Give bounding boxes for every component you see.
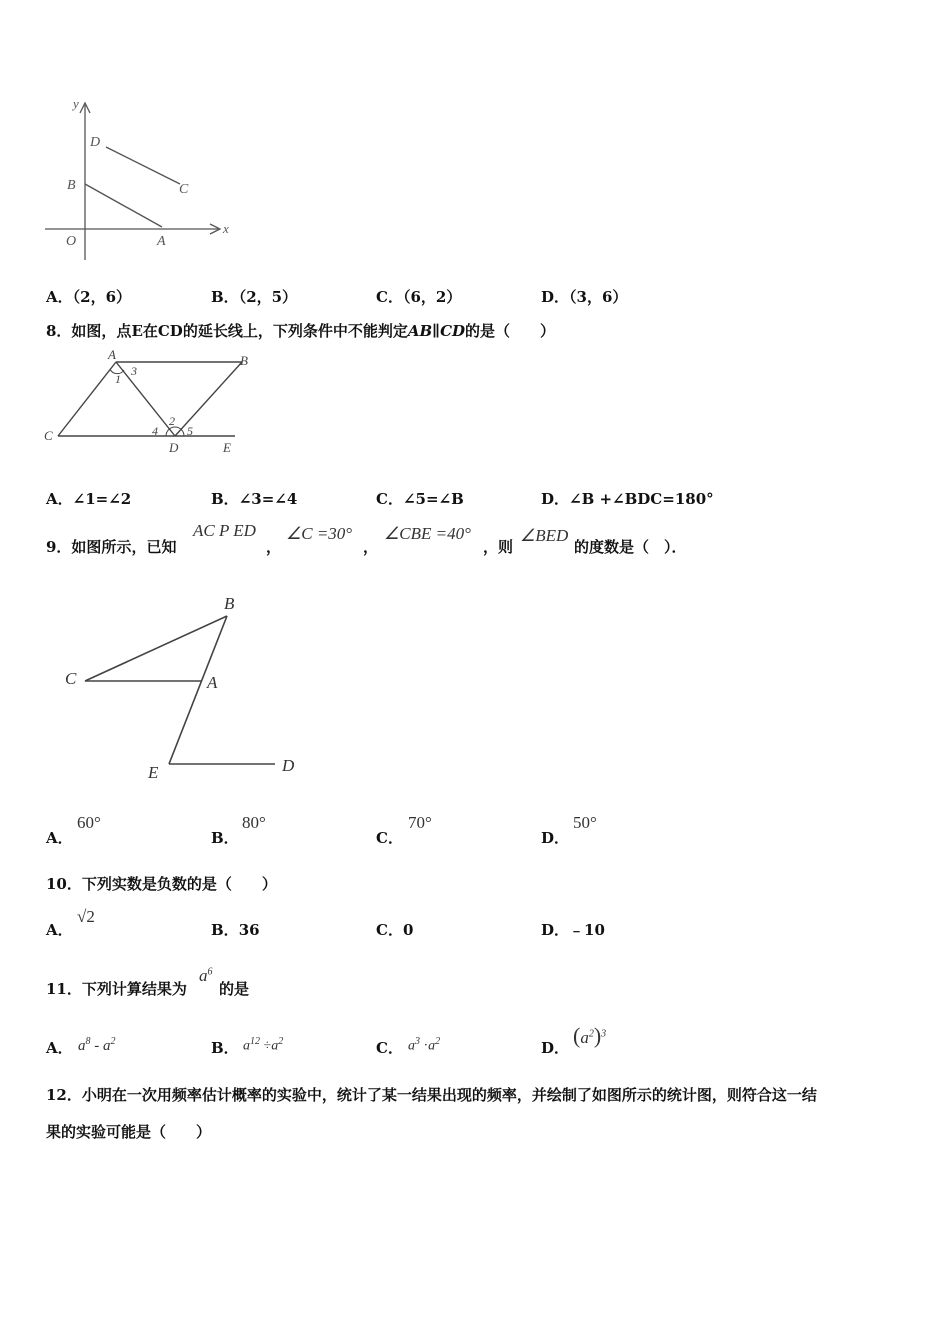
label-b: B <box>67 178 76 193</box>
q9-sep1: ， <box>266 538 282 556</box>
angle-4: 4 <box>152 424 158 438</box>
label-a: A <box>108 347 116 362</box>
option-value: ∠B +∠BDC=180° <box>569 490 714 508</box>
q10-option-d[interactable] <box>541 919 605 940</box>
option-label: B． <box>211 288 239 306</box>
label-c: C <box>44 428 53 443</box>
q9-option-c-label[interactable]: C． <box>376 829 403 847</box>
line-db <box>175 362 242 436</box>
label-d: D <box>282 756 295 775</box>
q7-option-c[interactable] <box>376 286 461 307</box>
exp2: 3 <box>601 1028 607 1040</box>
q11-math <box>199 966 213 986</box>
q9-option-b-label[interactable]: B． <box>211 829 239 847</box>
option-value: （6，2） <box>402 288 462 306</box>
label-e: E <box>148 763 159 782</box>
label-b: B <box>224 594 235 613</box>
operator: · <box>420 1038 429 1054</box>
exp1: 12 <box>250 1036 260 1047</box>
base2: a <box>428 1038 436 1054</box>
q11-option-d-value[interactable] <box>573 1023 606 1049</box>
q12-line2: 果的实验可能是（ ） <box>46 1123 212 1141</box>
option-value: 0 <box>402 921 414 939</box>
q7-option-b[interactable] <box>211 286 297 307</box>
base1: a <box>408 1038 415 1054</box>
angle-2: 2 <box>169 414 175 428</box>
left-paren: ( <box>573 1023 581 1048</box>
q9-option-a-value[interactable]: 60° <box>77 813 101 832</box>
option-label: D． <box>541 921 570 939</box>
q9-cond1: AC P ED <box>193 521 256 540</box>
option-label: C． <box>376 490 403 508</box>
q10-option-b[interactable] <box>211 919 260 940</box>
q9-option-d-label[interactable]: D． <box>541 829 570 847</box>
option-value: ∠3=∠4 <box>238 490 298 508</box>
option-label: A． <box>46 288 73 306</box>
exp2: 2 <box>435 1036 441 1047</box>
segment-dc <box>106 147 180 184</box>
q9-text-mid: ，则 <box>483 538 514 556</box>
option-value: ﹣10 <box>569 921 605 939</box>
label-c: C <box>179 182 189 197</box>
q8-parallelogram-figure <box>40 345 250 460</box>
angle-3: 3 <box>131 364 137 378</box>
q9-geometry-figure <box>55 590 315 790</box>
q8-stem <box>46 320 555 341</box>
q12-line1: 12．小明在一次用频率估计概率的实验中，统计了某一结果出现的频率，并绘制了如图所示的统计图，则符合这一结 <box>46 1086 817 1104</box>
option-label: C． <box>376 921 403 939</box>
line-ad <box>116 362 175 436</box>
q9-target: ∠BED <box>520 526 569 545</box>
q8-option-a[interactable] <box>46 488 131 509</box>
option-value: ∠5=∠B <box>402 490 464 508</box>
base1: a <box>580 1028 589 1047</box>
q8-text-end: 的是（ ） <box>465 322 556 340</box>
option-value: （2，6） <box>72 288 132 306</box>
q11-option-b-value[interactable] <box>243 1036 283 1055</box>
q8-option-d[interactable] <box>541 488 714 509</box>
angle-5: 5 <box>187 424 193 438</box>
option-label: B． <box>211 921 239 939</box>
exp2: 2 <box>110 1036 116 1047</box>
label-d: D <box>169 440 179 455</box>
label-e: E <box>223 440 231 455</box>
q8-option-b[interactable] <box>211 488 297 509</box>
q8-math: AB∥CD <box>407 322 466 340</box>
q10-option-c[interactable] <box>376 919 413 940</box>
option-label: A． <box>46 490 73 508</box>
label-y: y <box>73 96 79 111</box>
option-label: B． <box>211 490 239 508</box>
line-ca <box>58 362 116 436</box>
option-label: D． <box>541 490 570 508</box>
option-value: （3，6） <box>569 288 628 306</box>
exp1: 3 <box>415 1036 420 1047</box>
q11-option-d-label[interactable]: D． <box>541 1039 570 1057</box>
q11-text: 11．下列计算结果为 <box>46 980 187 998</box>
q11-math-exp: 6 <box>207 966 213 978</box>
base1: a <box>243 1038 250 1054</box>
label-d: D <box>90 135 101 150</box>
exp1: 8 <box>85 1036 91 1047</box>
q9-text: 9．如图所示，已知 <box>46 538 177 556</box>
option-value: 36 <box>238 921 260 939</box>
q8-text: 8．如图，点E在CD的延长线上，下列条件中不能判定 <box>46 322 408 340</box>
angle-1: 1 <box>115 372 121 386</box>
option-value: （2，5） <box>238 288 298 306</box>
label-b: B <box>240 353 248 368</box>
q8-option-c[interactable] <box>376 488 464 509</box>
q9-option-a-label[interactable]: A． <box>46 829 73 847</box>
q10-text: 10．下列实数是负数的是（ ） <box>46 875 277 893</box>
option-label: D． <box>541 288 570 306</box>
q11-option-a-label[interactable]: A． <box>46 1039 73 1057</box>
base2: a <box>271 1038 279 1054</box>
q9-cond3: ∠CBE =40° <box>384 524 471 543</box>
q11-text-end: 的是 <box>219 980 250 998</box>
right-paren: ) <box>593 1023 602 1048</box>
exp2: 2 <box>278 1036 284 1047</box>
option-label: C． <box>376 288 403 306</box>
q11-math-base: a <box>199 966 208 985</box>
base1: a <box>78 1038 86 1054</box>
segment-ba <box>85 184 162 227</box>
operator: - <box>90 1038 103 1054</box>
q11-option-c-label[interactable]: C． <box>376 1039 403 1057</box>
q7-option-a[interactable] <box>46 286 131 307</box>
q9-option-c-value[interactable]: 70° <box>408 813 432 832</box>
operator: ÷ <box>260 1038 272 1054</box>
q11-option-b-label[interactable]: B． <box>211 1039 239 1057</box>
q7-option-d[interactable] <box>541 286 627 307</box>
label-a: A <box>157 234 166 249</box>
q10-option-a-label[interactable]: A． <box>46 921 73 939</box>
label-c: C <box>65 669 77 688</box>
q7-coordinate-figure <box>40 95 240 265</box>
q10-option-a-value[interactable]: √2 <box>77 907 95 926</box>
q9-cond2: ∠C =30° <box>286 524 353 543</box>
q9-sep2: ， <box>363 538 379 556</box>
label-a: A <box>207 673 218 692</box>
label-x: x <box>223 221 229 236</box>
option-value: ∠1=∠2 <box>72 490 132 508</box>
q9-option-b-value[interactable]: 80° <box>242 813 266 832</box>
q11-option-c-value[interactable] <box>408 1036 440 1055</box>
q9-option-d-value[interactable]: 50° <box>573 813 597 832</box>
exp1: 2 <box>588 1028 594 1040</box>
q9-text-end: 的度数是（ ）． <box>574 538 687 556</box>
base2: a <box>103 1038 111 1054</box>
label-o: O <box>66 234 77 249</box>
q11-option-a-value[interactable] <box>78 1036 116 1055</box>
